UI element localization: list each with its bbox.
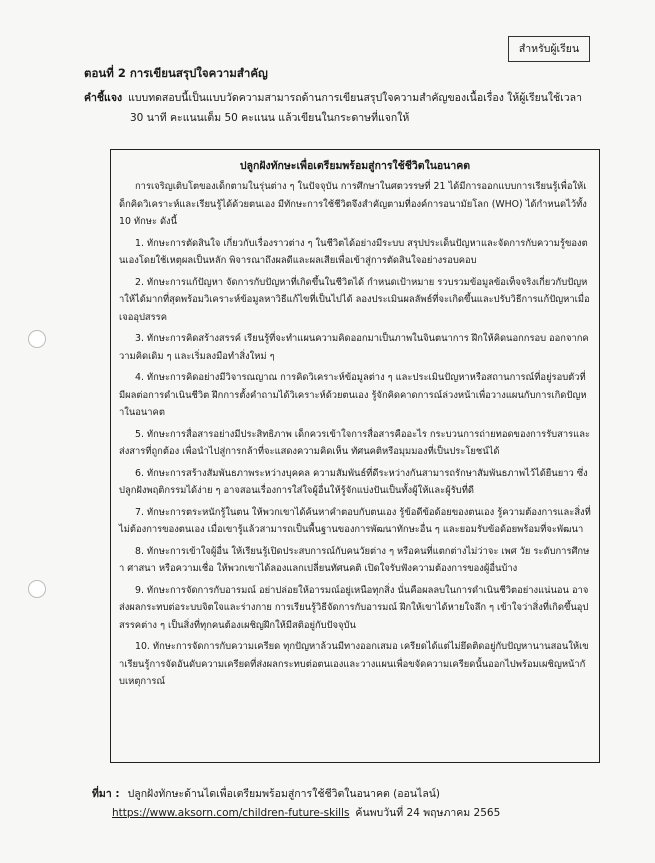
source-title: ปลูกฝังทักษะด้านไดเพื่อเตรียมพร้อมสู่การใช้ชีวิตในอนาคต (ออนไลน์)	[127, 788, 441, 800]
article-paragraph: 2. ทักษะการแก้ปัญหา จัดการกับปัญหาที่เกิดขึ้นในชีวิตได้ กำหนดเป้าหมาย รวบรวมข้อมูลข้อเท็จจริงเกี่ยวกับปัญหาให้ได้มากที่สุดพร้อมวิเคราะห์ข้อมูลหาวิธีแก้ไขที่เป็นไปได้ ลองประเมินผลลัพธ์ที่จะเกิดขึ้นและปรับวิธีการแก้ปัญหาเมื่อเจออุปสรรค	[119, 276, 590, 323]
article-paragraph: 1. ทักษะการตัดสินใจ เกี่ยวกับเรื่องราวต่าง ๆ ในชีวิตได้อย่างมีระบบ สรุปประเด็นปัญหาและจัดการกับความรู้ของตนเองโดยใช้เหตุผลเป็นหลัก พิจารณาถึงผลดีและผลเสียเพื่อเข้าสู่การตัดสินใจอย่างรอบคอบ	[119, 237, 588, 266]
article-title: ปลูกฝังทักษะเพื่อเตรียมพร้อมสู่การใช้ชีวิตในอนาคต	[239, 160, 471, 172]
article-paragraph: 4. ทักษะการคิดอย่างมีวิจารณญาณ การคิดวิเคราะห์ข้อมูลต่าง ๆ และประเมินปัญหาหรือสถานการณ์ที่อยู่รอบตัวที่มีผลต่อการดำเนินชีวิต ฝึกการตั้งคำถามได้วิเคราะห์ด้วยตนเอง รู้จักคิดคาดการณ์ล่วงหน้าเพื่อวางแผนกับการเกิดปัญหาในอนาคต	[119, 372, 587, 418]
instruction-line-1: แบบทดสอบนี้เป็นแบบวัดความสามารถด้านการเขียนสรุปใจความสำคัญของเนื้อเรื่อง ให้ผู้เรียนใช้เวลา	[128, 92, 582, 104]
binder-hole-bottom	[28, 580, 46, 598]
source-label: ที่มา :	[92, 788, 120, 800]
article-paragraph: 5. ทักษะการสื่อสารอย่างมีประสิทธิภาพ เด็กควรเข้าใจการสื่อสารคืออะไร กระบวนการถ่ายทอดของการรับสารและส่งสารที่ถูกต้อง เพื่อนำไปสู่การกล้าที่จะแสดงความคิดเห็น ทัศนคติหรือมุมมองที่เป็นประโยชน์ได้	[119, 428, 590, 457]
article-paragraph: 10. ทักษะการจัดการกับความเครียด ทุกปัญหาล้วนมีทางออกเสมอ เครียดได้แต่ไม่ยึดติดอยู่กับปัญหานานสอนให้เขาเรียนรู้การจัดอันดับความเครียดที่ส่งผลกระทบต่อตนเองและวางแผนเพื่อขจัดความเครียดนั้นออกไปพร้อมเผชิญหน้ากับเหตุการณ์	[119, 641, 589, 687]
binder-hole-top	[28, 330, 46, 348]
section-title: ตอนที่ 2 การเขียนสรุปใจความสำคัญ	[84, 66, 268, 80]
source-link[interactable]: https://www.aksorn.com/children-future-skills	[112, 807, 350, 819]
source-date: ค้นพบวันที่ 24 พฤษภาคม 2565	[355, 807, 501, 819]
source-citation	[92, 785, 500, 823]
instruction-line-2: 30 นาที คะแนนเต็ม 50 คะแนน แล้วเขียนในกระดาษที่แจกให้	[130, 112, 410, 124]
article-paragraph: 6. ทักษะการสร้างสัมพันธภาพระหว่างบุคคล ความสัมพันธ์ที่ดีระหว่างกันสามารถรักษาสัมพันธภาพไว้ได้ยืนยาว ซึ่งปลูกฝังพฤติกรรมได้ง่าย ๆ อาจสอนเรื่องการใส่ใจผู้อื่นให้รู้จักแบ่งปันเป็นทั้งผู้ให้และผู้รับที่ดี	[119, 467, 588, 496]
student-label-box: สำหรับผู้เรียน	[508, 36, 590, 62]
article-box	[110, 149, 600, 763]
article-paragraph-intro: การเจริญเติบโตของเด็กตามในรุ่นต่าง ๆ ในปัจจุบัน การศึกษาในศตวรรษที่ 21 ได้มีการออกแบบการเรียนรู้เพื่อให้เด็กคิดวิเคราะห์และเรียนรู้ได้ด้วยตนเอง มีทักษะการใช้ชีวิตจึงสำคัญตามที่องค์การอนามัยโลก (WHO) ได้กำหนดไว้ทั้ง 10 ทักษะ ดังนี้	[119, 181, 587, 227]
article-paragraph: 9. ทักษะการจัดการกับอารมณ์ อย่าปล่อยให้อารมณ์อยู่เหนือทุกสิ่ง นั่นคือผลลบในการดำเนินชีวิตอย่างแน่นอน อาจส่งผลกระทบต่อระบบจิตใจและร่างกาย การเรียนรู้วิธีจัดการกับอารมณ์ ฝึกให้เขาได้หายใจลึก ๆ เข้าใจว่าสิ่งที่เกิดขึ้นอุปสรรคต่าง ๆ เป็นสิ่งที่ทุกคนต้องเผชิญฝึกให้มีสติอยู่กับปัจจุบัน	[119, 584, 589, 631]
instruction-label: คำชี้แจง	[84, 92, 123, 104]
article-paragraph: 7. ทักษะการตระหนักรู้ในตน ให้พวกเขาได้ค้นหาคำตอบกับตนเอง รู้ข้อดีข้อด้อยของตนเอง รู้ความต้องการและสิ่งที่ไม่ต้องการของตนเอง เมื่อเขารู้แล้วสามารถเป็นพื้นฐานของการพัฒนาทักษะอื่น ๆ และยอมรับข้อด้อยพร้อมที่จะพัฒนา	[119, 506, 591, 535]
article-paragraph: 3. ทักษะการคิดสร้างสรรค์ เรียนรู้ที่จะทำแผนความคิดออกมาเป็นภาพในจินตนาการ ฝึกให้คิดนอกกรอบ ออกจากความคิดเดิม ๆ และเริ่มลงมือทำสิ่งใหม่ ๆ	[119, 333, 589, 362]
instruction	[84, 88, 604, 128]
article-paragraph: 8. ทักษะการเข้าใจผู้อื่น ให้เรียนรู้เปิดประสบการณ์กับคนวัยต่าง ๆ หรือคนที่แตกต่างไม่ว่าจะ เพศ วัย ระดับการศึกษา ศาสนา หรือความเชื่อ ให้พวกเขาได้ลองแลกเปลี่ยนทัศนคติ เปิดใจรับฟังความต้องการของผู้อื่นบ้าง	[119, 545, 590, 574]
